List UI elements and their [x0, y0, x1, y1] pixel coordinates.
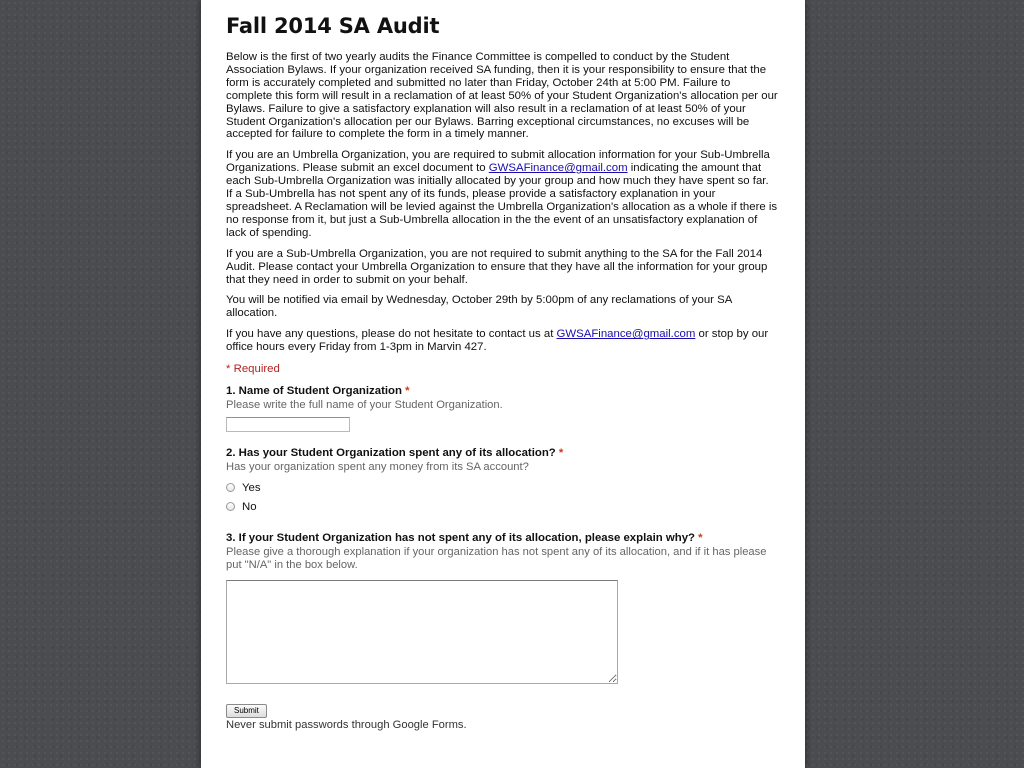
intro-paragraph-5-text-b: or stop by our office hours every Friday from 1-3pm in Marvin 427.: [226, 328, 769, 354]
radio-button-no[interactable]: [226, 502, 235, 511]
audit-form: [226, 13, 778, 732]
radio-button-yes[interactable]: [226, 483, 235, 492]
spent-allocation-radio-group: [226, 478, 778, 516]
intro-paragraph-3: If you are a Sub-Umbrella Organization, you are not required to submit anything to the SA for the Fall 2014 Audit. Please contact your Umbrella Organization to ensure that they have all the information for your group that they need in order to submit on your behalf.: [226, 247, 768, 286]
question-3-title: [226, 532, 778, 545]
submit-button[interactable]: Submit: [226, 704, 267, 718]
intro-paragraph-5-text-a: If you have any questions, please do not hesitate to contact us at: [226, 328, 557, 341]
explanation-textarea[interactable]: [226, 580, 618, 684]
intro-paragraph-2: [226, 149, 778, 239]
question-2: [226, 447, 778, 516]
question-1-title: [226, 385, 778, 398]
form-title: Fall 2014 SA Audit: [226, 14, 440, 38]
question-1-title-text: 1. Name of Student Organization: [226, 385, 402, 398]
finance-email-link[interactable]: GWSAFinance@gmail.com: [488, 162, 628, 175]
form-page: [201, 0, 805, 768]
radio-label-no: No: [242, 500, 257, 513]
radio-option-no[interactable]: [226, 497, 778, 516]
question-3-help: Please give a thorough explanation if your organization has not spent any of its allocation, and if it has please put "N/A" in the box below.: [226, 546, 767, 572]
required-star: *: [405, 385, 410, 398]
organization-name-input[interactable]: [226, 417, 350, 432]
intro-paragraph-5: [226, 328, 778, 354]
contact-email-link[interactable]: GWSAFinance@gmail.com: [556, 328, 696, 341]
question-2-title: [226, 447, 778, 460]
intro-paragraph-4: You will be notified via email by Wednesday, October 29th by 5:00pm of any reclamations of your SA allocation.: [226, 294, 732, 320]
intro-paragraph-1: Below is the first of two yearly audits the Finance Committee is compelled to conduct by the Student Association Bylaws. If your organization received SA funding, then it is your responsibility to ensure that the form is accurately completed and submitted no later than Friday, October 24th at 5:00 PM. Failure to complete this form will result in a reclamation of at least 50% of your Student Organization's allocation per our Bylaws. Failure to give a satisfactory explanation will also result in a reclamation of at least 50% of your Student Organization's allocation per our Bylaws. Barring exceptional circumstances, no excuses will be accepted for failure to complete the form in a timely manner.: [226, 51, 778, 141]
password-warning: Never submit passwords through Google Forms.: [226, 719, 467, 732]
intro-paragraph-2-text-a: If you are an Umbrella Organization, you are required to submit allocation information for your Sub-Umbrella Organizations. Please submit an excel document to: [226, 149, 770, 175]
question-3: [226, 532, 778, 684]
question-1-help: Please write the full name of your Student Organization.: [226, 399, 503, 412]
question-3-title-text: 3. If your Student Organization has not spent any of its allocation, please explain why?: [226, 532, 695, 545]
question-2-title-text: 2. Has your Student Organization spent any of its allocation?: [226, 447, 556, 460]
required-star: *: [558, 447, 564, 460]
radio-option-yes[interactable]: [226, 478, 778, 497]
radio-label-yes: Yes: [242, 481, 261, 494]
question-2-help: Has your organization spent any money from its SA account?: [226, 461, 529, 474]
required-note: * Required: [226, 363, 280, 376]
question-1: [226, 385, 778, 432]
intro-paragraph-2-text-b: indicating the amount that each Sub-Umbrella Organization was initially allocated by your group and how much they have spent so far. If a Sub-Umbrella has not spent any of its funds, please provide a satisfactory explanation in your spreadsheet. A Reclamation will be levied against the Umbrella Organization's allocation as a whole if there is no response from it, but just a Sub-Umbrella allocation in the the event of an unsatisfactory explanation of lack of spending.: [226, 162, 778, 239]
required-star: *: [698, 532, 703, 545]
